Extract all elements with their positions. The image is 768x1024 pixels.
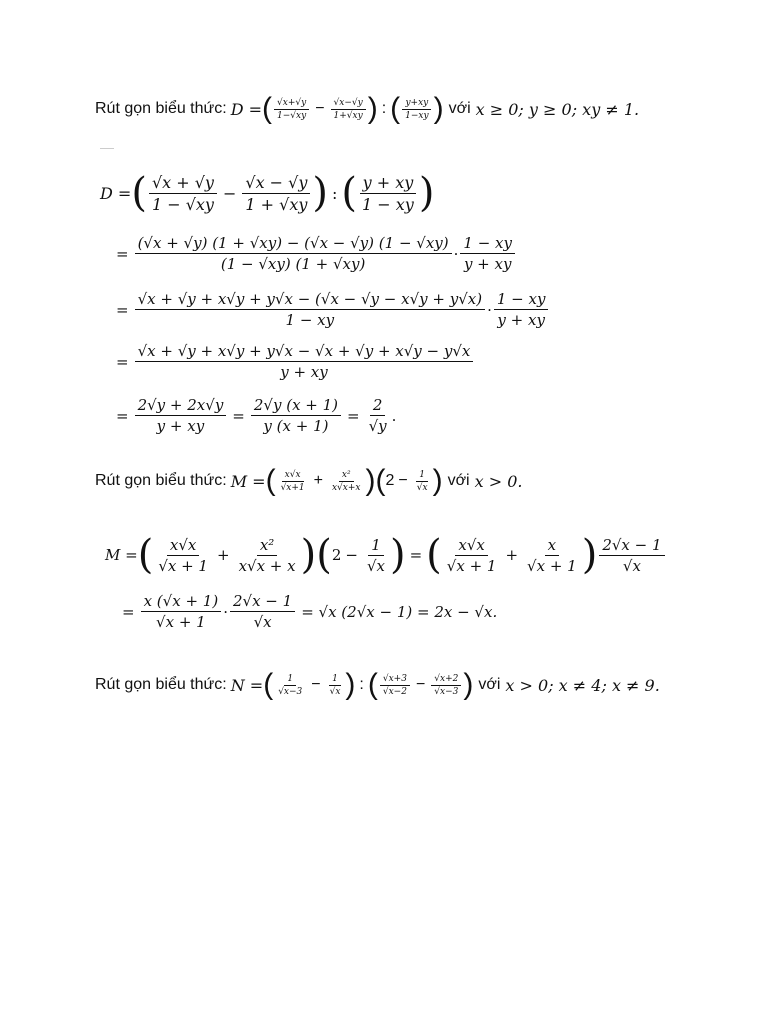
problem-m-condition: x > 0. <box>474 471 523 491</box>
solution-m-line-2: = $\frac{x (√x + 1)}{√x + 1}$ · $\frac{2√x - 1}{√x}$ = √x (2√x − 1) = 2x − √x. <box>122 592 498 631</box>
problem-d-label: D = <box>230 99 263 119</box>
problem-n-statement: Rút gọn biểu thức: N = ( $\frac{1}{√x-3}$ − $\frac{1}{√x}$ ) : ( $\frac{√x+3}{√x-2}$ − $\frac{√x+2}{√x-3}$ ) với x > 0; x ≠ 4; x ≠ 9. <box>95 668 660 701</box>
problem-m-statement: Rút gọn biểu thức: M = ( $\frac{x√x}{√x+1}$ + $\frac{\text{x²}}{x√x+x}$ ) ( 2 − $\frac{1}{√x}$ ) với x > 0. <box>95 464 523 497</box>
problem-n-label: N = <box>230 675 264 695</box>
solution-m-label: M = <box>105 546 138 564</box>
solution-d-line-1: D = ( $\frac{√x + √y}{1 - √xy}$ − $\frac{√x - √y}{1 + √xy}$ ) : ( $\frac{y + xy}{1 - xy}$ ) <box>100 170 435 216</box>
solution-d-label: D = <box>100 183 132 203</box>
problem-d-condition: x ≥ 0; y ≥ 0; xy ≠ 1. <box>475 99 640 119</box>
problem-n-lead: Rút gọn biểu thức: <box>95 676 227 693</box>
problem-d-lead: Rút gọn biểu thức: <box>95 100 227 117</box>
solution-d-line-5: = $\frac{2√y + 2x√y}{y + xy}$ = $\frac{2√y (x + 1)}{y (x + 1)}$ = $\frac{2}{√y}$ . <box>116 396 397 435</box>
problem-d-cond-word: với <box>448 100 471 117</box>
problem-d-frac-2: $\frac{√x-√y}{1+√xy}$ <box>331 98 366 121</box>
problem-d-frac-1: $\frac{√x+√y}{1-√xy}$ <box>274 98 309 121</box>
problem-d-statement: Rút gọn biểu thức: D = ( $\frac{√x+√y}{1-√xy}$ − $\frac{√x-√y}{1+√xy}$ ) : ( $\frac{y+xy}{1-xy}$ ) với x ≥ 0; y ≥ 0; xy ≠ 1. <box>95 92 640 125</box>
problem-n-cond-word: với <box>478 676 501 693</box>
solution-d-line-2: = $\frac{(√x + √y) (1 + √xy) - (√x - √y) (1 - √xy)}{(1 - √xy) (1 + √xy)}$ · $\frac{1 - xy}{y + xy}$ <box>112 234 517 273</box>
problem-m-label: M = <box>230 471 266 491</box>
problem-n-condition: x > 0; x ≠ 4; x ≠ 9. <box>505 675 660 695</box>
problem-m-lead: Rút gọn biểu thức: <box>95 472 227 489</box>
solution-m-line-1: M = ( $\frac{x√x}{√x + 1}$ + $\frac{\text{x²}}{x√x + x}$ ) ( 2 − $\frac{1}{√x}$ ) = ( $\frac{x√x}{√x + 1}$ + $\frac{x}{√x + 1}$ ) $\frac{2√x - 1}{√x}$ <box>105 532 667 578</box>
solution-d-line-4: = $\frac{√x + √y + x√y + y√x - √x + √y + x√y - y√x}{y + xy}$ <box>112 342 475 381</box>
solution-d-line-3: = $\frac{√x + √y + x√y + y√x - (√x - √y - x√y + y√x)}{1 - xy}$ · $\frac{1 - xy}{y + xy}$ <box>112 290 550 329</box>
problem-d-frac-3: $\frac{y+xy}{1-xy}$ <box>402 98 431 121</box>
problem-m-cond-word: với <box>447 472 470 489</box>
separator <box>100 148 114 149</box>
